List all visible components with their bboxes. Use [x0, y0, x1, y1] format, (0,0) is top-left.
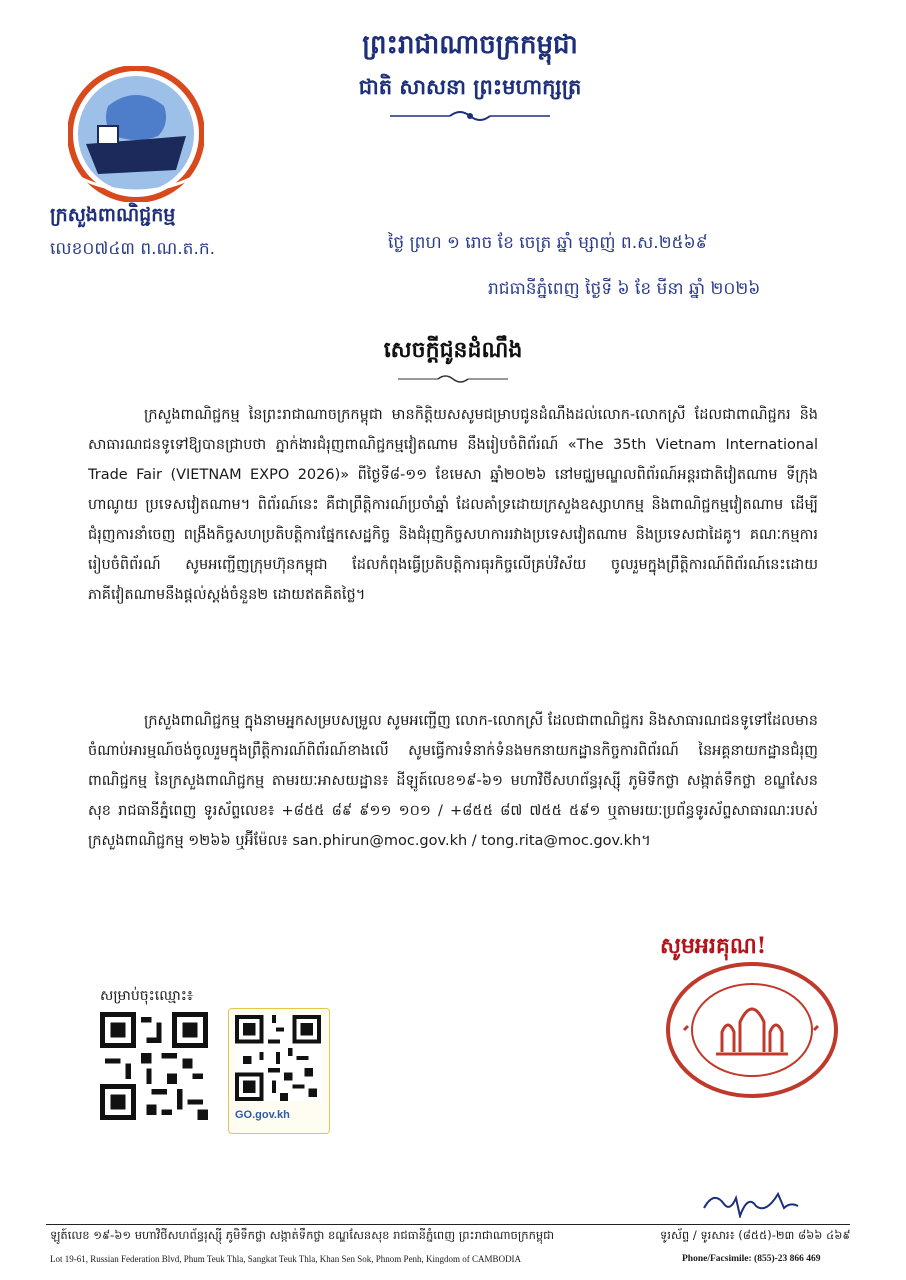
solar-date: រាជធានីភ្នំពេញ ថ្ងៃទី ៦ ខែ មីនា ឆ្នាំ ២០២៦ — [488, 279, 761, 299]
kingdom-motto: ជាតិ សាសនា ព្រះមហាក្សត្រ — [358, 74, 582, 99]
ministry-logo — [68, 66, 204, 202]
ornament-divider — [380, 106, 560, 126]
registration-label: សម្រាប់ចុះឈ្មោះ៖ — [100, 988, 194, 1004]
footer-divider — [46, 1224, 850, 1225]
kingdom-title: ព្រះរាជាណាចក្រកម្ពុជា — [362, 30, 578, 60]
closing-thanks: សូមអរគុណ! — [660, 933, 767, 959]
signature — [700, 1182, 810, 1218]
title-ornament — [398, 372, 508, 386]
reference-number: លេខ០៧៤៣ ព.ណ.ត.ក. — [50, 239, 216, 259]
footer-phone-khmer: ទូរស័ព្ទ / ទូរសារ៖ (៨៥៥)-២៣ ៨៦៦ ៤៦៩ — [660, 1228, 851, 1242]
govkh-qr-card[interactable] — [228, 1008, 330, 1134]
official-seal-stamp — [664, 960, 840, 1100]
govkh-qr-code[interactable] — [235, 1015, 321, 1101]
body-paragraph-2: ក្រសួងពាណិជ្ជកម្ម ក្នុងនាមអ្នកសម្របសម្រួល សូមអញ្ជើញ លោក-លោកស្រី ដែលជាពាណិជ្ជករ និងសាធារណជនទូទៅដែលមានចំណាប់អារម្មណ៍ចង់ចូលរួមក្នុងព្រឹត្តិការណ៍ពិព័រណ៍ខាងលើ សូមធ្វើការទំនាក់ទំនងមកនាយកដ្ឋានកិច្ចការពិព័រណ៍ នៃអគ្គនាយកដ្ឋានជំរុញពាណិជ្ជកម្ម នៃក្រសួងពាណិជ្ជកម្ម តាមរយៈអាសយដ្ឋាន៖ ដីឡូត៍លេខ១៩-៦១ មហាវិថីសហព័ន្ធរុស្ស៊ី ភូមិទឹកថ្លា សង្កាត់ទឹកថ្លា ខណ្ឌសែនសុខ រាជធានីភ្នំពេញ ទូរស័ព្ទលេខ៖ +៨៥៥ ៨៩ ៩១១ ១០១ / +៨៥៥ ៨៧ ៧៥៥ ៥៩១ ឬតាមរយៈប្រព័ន្ធទូរស័ព្ទសាធារណៈរបស់ក្រសួងពាណិជ្ជកម្ម ១២៦៦ ឬអ៊ីម៉ែល៖ san.phirun@moc.gov.kh / tong.rita@moc.gov.kh។ — [88, 713, 818, 849]
document-title: សេចក្តីជូនដំណឹង — [383, 337, 523, 363]
footer-address-english: Lot 19-61, Russian Federation Blvd, Phum Teuk Thla, Sangkat Teuk Thla, Khan Sen Sok, Phnom Penh, Kingdom of CAMBODIA — [50, 1254, 522, 1264]
govkh-logo: GO.gov.kh — [235, 1109, 290, 1121]
footer-phone-english: Phone/Facsimile: (855)-23 866 469 — [682, 1254, 821, 1264]
registration-qr-code[interactable] — [100, 1012, 208, 1120]
body-paragraph-1: ក្រសួងពាណិជ្ជកម្ម នៃព្រះរាជាណាចក្រកម្ពុជា មានកិត្តិយសសូមជម្រាបជូនដំណឹងដល់លោក-លោកស្រី ដែលជាពាណិជ្ជករ និងសាធារណជនទូទៅឱ្យបានជ្រាបថា ភ្នាក់ងារជំរុញពាណិជ្ជកម្មវៀតណាម នឹងរៀបចំពិព័រណ៍ «The 35th Vietnam International Trade Fair (VIETNAM EXPO 2026)» ពីថ្ងៃទី៨-១១ ខែមេសា ឆ្នាំ២០២៦ នៅមជ្ឈមណ្ឌលពិព័រណ៍អន្តរជាតិវៀតណាម ទីក្រុងហាណូយ ប្រទេសវៀតណាម។ ពិព័រណ៍នេះ គឺជាព្រឹត្តិការណ៍ប្រចាំឆ្នាំ ដែលគាំទ្រដោយក្រសួងឧស្សាហកម្ម និងពាណិជ្ជកម្មវៀតណាម ដើម្បីជំរុញការនាំចេញ ពង្រឹងកិច្ចសហប្រតិបត្តិការផ្នែកសេដ្ឋកិច្ច និងជំរុញកិច្ចសហការរវាងប្រទេសវៀតណាម និងប្រទេសជាដៃគូ។ គណៈកម្មការរៀបចំពិព័រណ៍ សូមអញ្ជើញក្រុមហ៊ុនកម្ពុជា ដែលកំពុងធ្វើប្រតិបត្តិការធុរកិច្ចលើគ្រប់វិស័យ ចូលរួមក្នុងព្រឹត្តិការណ៍ពិព័រណ៍នេះដោយភាគីវៀតណាមនឹងផ្តល់ស្តង់ចំនួន២ ដោយឥតគិតថ្លៃ។ — [88, 407, 818, 603]
footer-address-khmer: ឡូត៍លេខ ១៩-៦១ មហាវិថីសហព័ន្ធរុស្ស៊ី ភូមិទឹកថ្លា សង្កាត់ទឹកថ្លា ខណ្ឌសែនសុខ រាជធានីភ្នំពេញ ព្រះរាជាណាចក្រកម្ពុជា — [50, 1228, 555, 1242]
ministry-name: ក្រសួងពាណិជ្ជកម្ម — [50, 204, 176, 226]
lunar-date: ថ្ងៃ ព្រហ ១ រោច ខែ ចេត្រ ឆ្នាំ ម្សាញ់ ព.ស.២៥៦៩ — [388, 233, 708, 253]
